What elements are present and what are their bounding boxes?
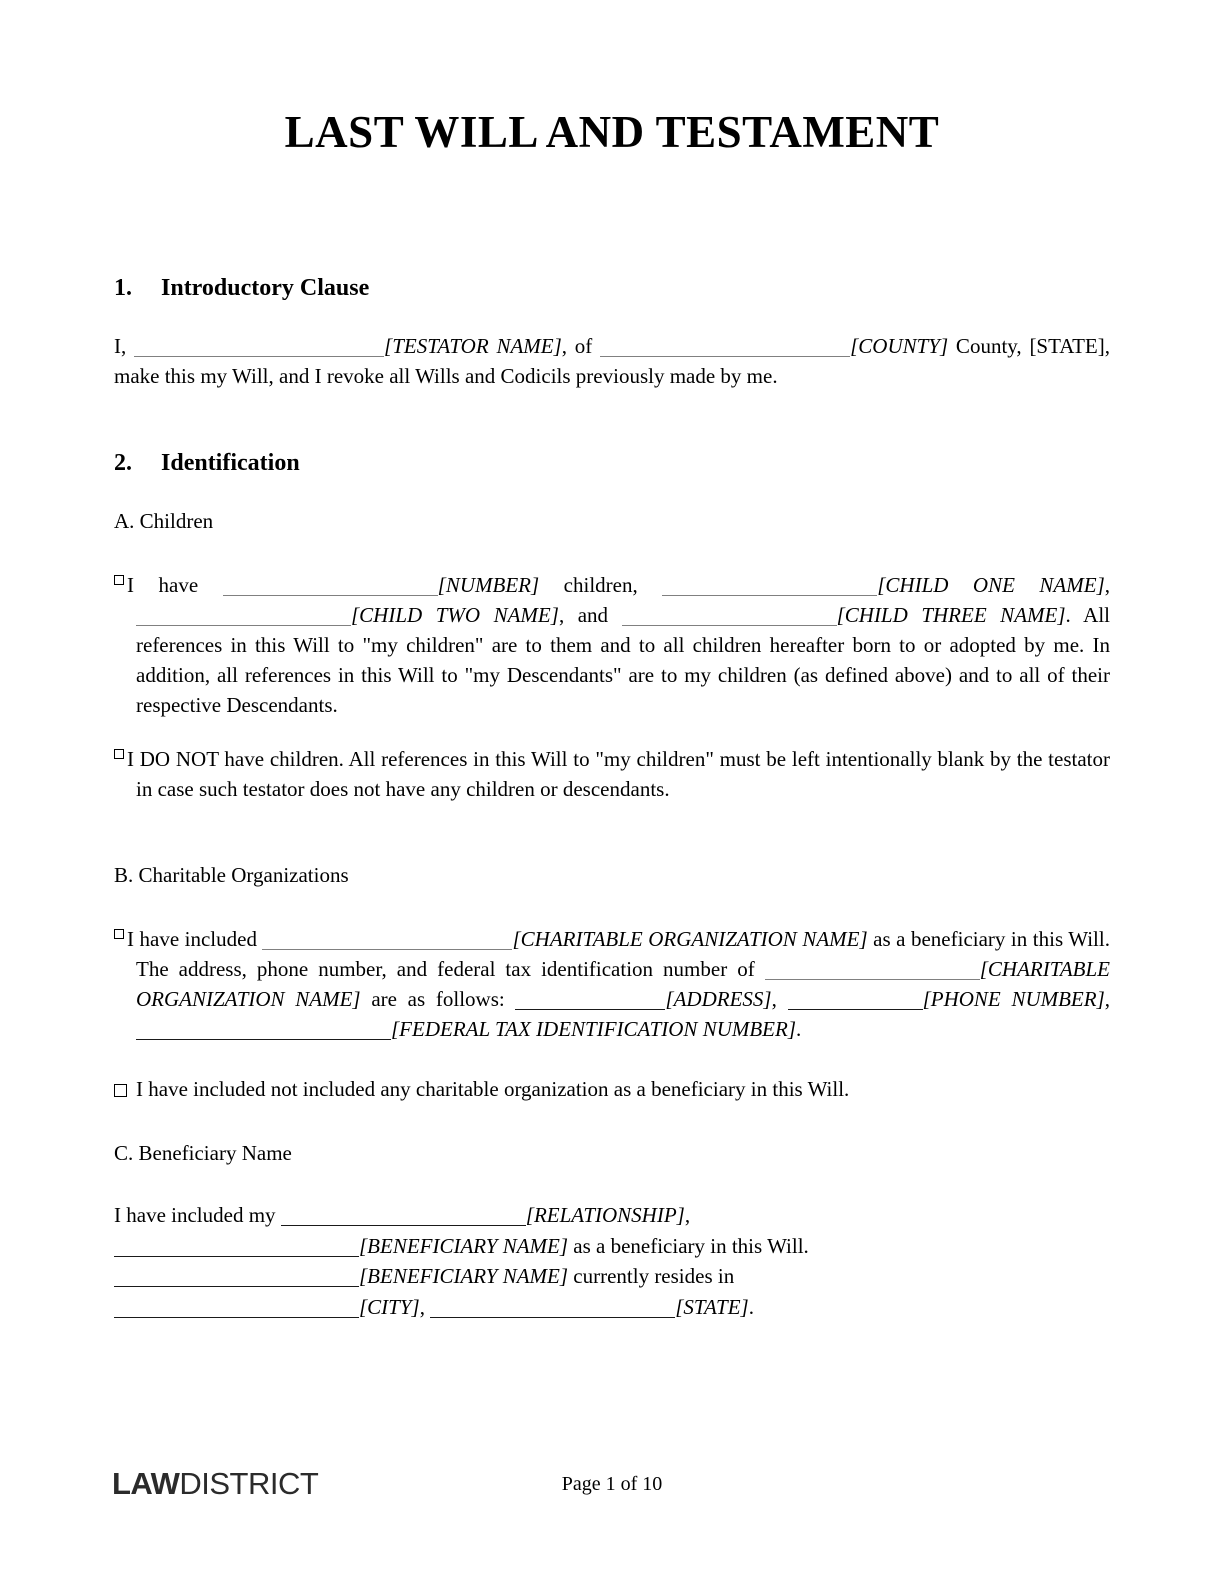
placeholder-address: [ADDRESS] [665,987,772,1011]
text-run: I, [114,334,135,358]
section-1-number: 1. [114,275,132,301]
subsection-a-children-heading: A. Children [114,509,214,533]
checkbox-no-charity[interactable] [114,1084,127,1097]
text-run: as a beneficiary in this Will. [568,1233,809,1258]
text-run: . All references in this Will to "my children" are to them and to all children hereafter born to or adopted by me. In addition, all references in this Will to "my Descendants" are to my children (as defined above) and to all of their respective Descendants. [136,603,1110,717]
placeholder-charitable-organization-name: [CHARITABLE ORGANIZATION NAME] [512,927,868,951]
text-run: County, [STATE], make this my Will, and I revoke all Wills and Codicils previously made by me. [114,334,1110,388]
checkbox-i-have-children[interactable] [114,575,124,585]
blank-charitable-organization-name-1 [262,948,512,950]
placeholder-testator-name: [TESTATOR NAME] [384,334,562,358]
blank-address [515,1008,665,1010]
text-run: currently resides in [568,1264,735,1288]
placeholder-phone-number: [PHONE NUMBER] [922,987,1105,1011]
text-run: I DO NOT have children. All references in this Will to "my children" must be left intentionally blank by the testator in case such testator does not have any children or descendants. [127,747,1110,801]
text-run: , [419,1294,431,1319]
section-1-label: Introductory Clause [161,275,370,301]
text-run: I have included not included any charitable organization as a beneficiary in this Will. [136,1077,850,1101]
logo-text-district: DISTRICT [179,1466,319,1501]
placeholder-county: [COUNTY] [850,334,949,358]
section-2-label: Identification [161,450,300,476]
text-run: , [1104,573,1111,597]
blank-state [430,1316,675,1318]
introductory-clause-paragraph [114,331,1110,391]
text-run: I have [127,573,223,597]
placeholder-beneficiary-name: [BENEFICIARY NAME] [359,1233,569,1258]
checkbox-charity-included[interactable] [114,929,124,939]
blank-relationship [281,1224,526,1226]
paragraph-charity-included [114,924,1110,1044]
blank-beneficiary-name-2 [114,1285,359,1287]
text-run: , of [561,334,601,358]
paragraph-i-have-children [114,570,1110,720]
blank-phone-number [788,1008,923,1010]
placeholder-charitable-organization-name: [CHARITABLE ORGANIZATION NAME] [136,957,1110,1011]
text-run: , [1104,987,1111,1011]
text-run: . [796,1017,802,1041]
text-run: are as follows: [360,987,516,1011]
text-run: , and [558,603,622,627]
placeholder-beneficiary-name: [BENEFICIARY NAME] [359,1264,569,1288]
lawdistrict-logo [112,1467,318,1501]
placeholder-child-one-name: [CHILD ONE NAME] [877,573,1105,597]
blank-federal-tax-id [136,1038,391,1040]
placeholder-child-three-name: [CHILD THREE NAME] [836,603,1066,627]
placeholder-city: [CITY] [359,1294,420,1319]
blank-child-three-name [622,624,837,626]
blank-charitable-organization-name-2 [765,978,980,980]
placeholder-relationship: [RELATIONSHIP] [525,1203,685,1227]
blank-child-two-name [136,624,351,626]
section-2-heading [114,449,1110,478]
section-2-number: 2. [114,450,132,476]
paragraph-charity-not-included [114,1074,1110,1104]
placeholder-state: [STATE] [675,1294,749,1319]
text-run: children, [539,573,663,597]
page-number: Page 1 of 10 [561,1473,663,1495]
blank-number-of-children [223,594,438,596]
logo-text-law: LAW [112,1466,180,1501]
checkbox-no-children[interactable] [114,749,124,759]
blank-city [114,1316,359,1318]
placeholder-number: [NUMBER] [437,573,540,597]
paragraph-beneficiary [114,1200,1110,1322]
placeholder-child-two-name: [CHILD TWO NAME] [351,603,559,627]
text-run: , [771,987,788,1011]
placeholder-federal-tax-id: [FEDERAL TAX IDENTIFICATION NUMBER] [391,1017,797,1041]
page-footer [0,1467,1224,1517]
text-run: , [684,1203,691,1227]
text-run: I have included my [114,1203,281,1227]
blank-testator-name [134,355,384,357]
document-title: LAST WILL AND TESTAMENT [284,107,940,157]
blank-beneficiary-name-1 [114,1255,359,1257]
text-run: I have included [127,927,263,951]
text-run: as a beneficiary in this Will. The address, phone number, and federal tax identification number of [136,927,1110,981]
text-run: . [748,1294,754,1319]
blank-county [600,355,850,357]
subsection-b-charitable-organizations-heading: B. Charitable Organizations [114,863,349,887]
section-1-heading [114,274,1110,303]
blank-child-one-name [662,594,877,596]
subsection-c-beneficiary-name-heading: C. Beneficiary Name [114,1141,292,1165]
paragraph-no-children [114,744,1110,804]
